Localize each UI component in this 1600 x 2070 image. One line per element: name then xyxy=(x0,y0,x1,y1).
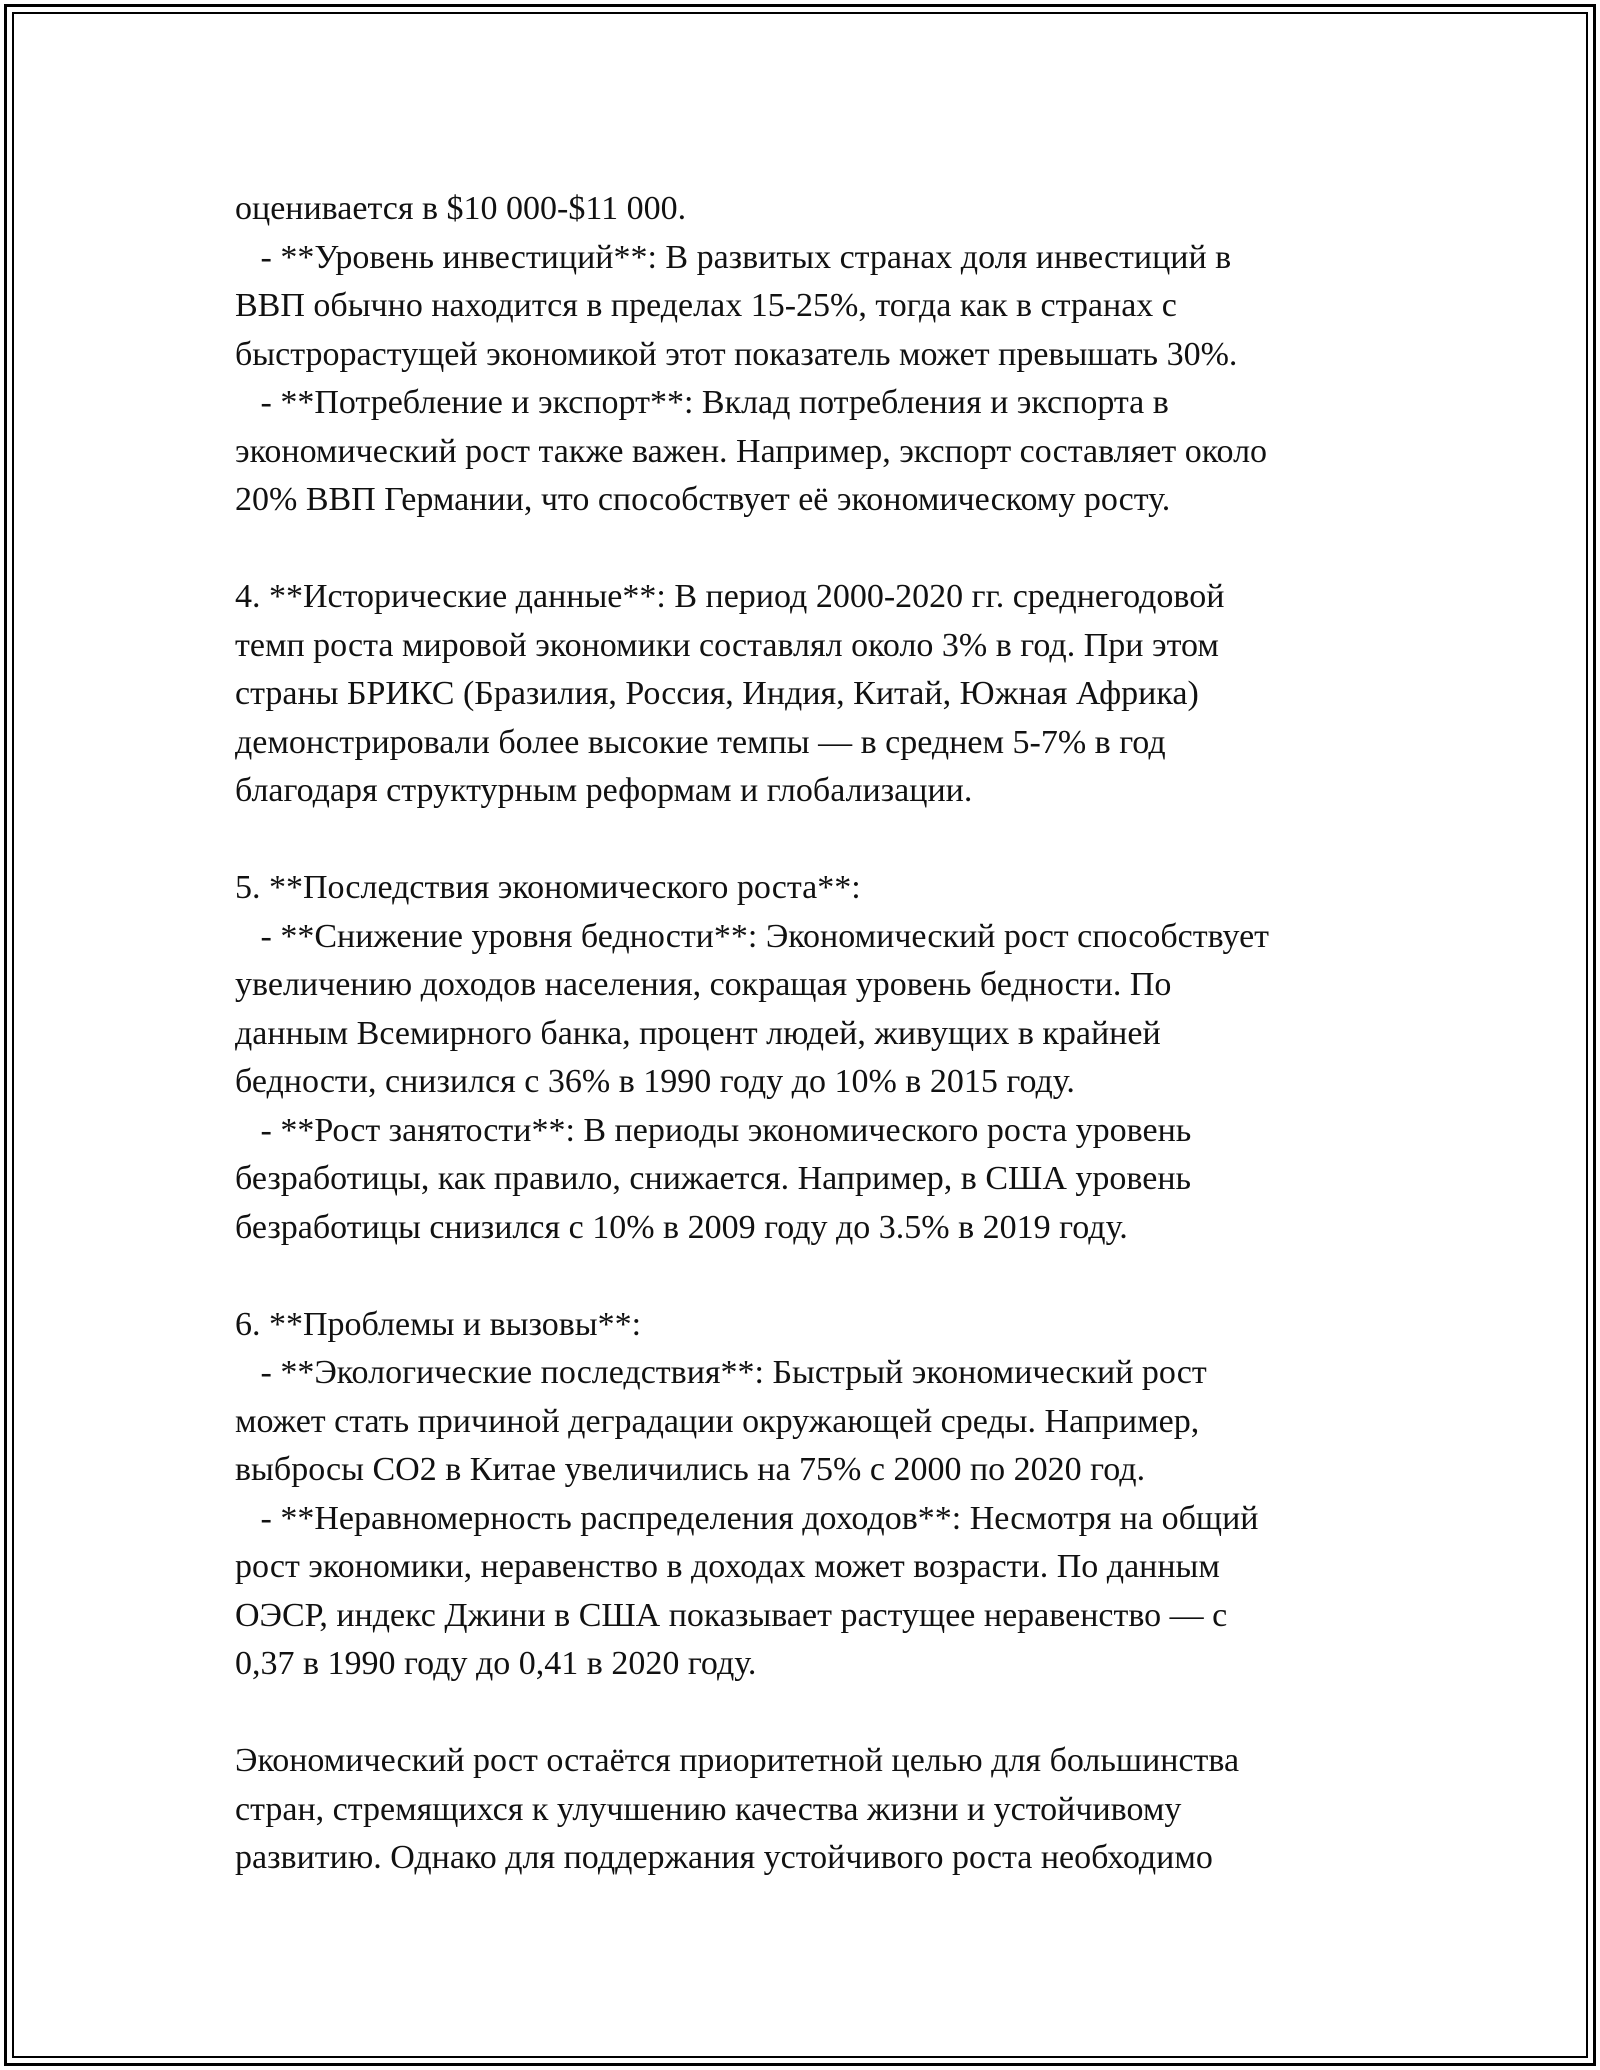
text-line: - **Неравномерность распределения доходов**: Несмотря на общий xyxy=(235,1499,1259,1537)
text-line: безработицы, как правило, снижается. Например, в США уровень xyxy=(235,1160,1192,1197)
text-line: 0,37 в 1990 году до 0,41 в 2020 году. xyxy=(235,1645,757,1682)
text-line: может стать причиной деградации окружающей среды. Например, xyxy=(235,1402,1200,1440)
text-line: данным Всемирного банка, процент людей, живущих в крайней xyxy=(235,1014,1161,1052)
paragraph-gap xyxy=(235,1252,1415,1301)
text-line: бедности, снизился с 36% в 1990 году до 10% в 2015 году. xyxy=(235,1063,1075,1100)
text-line: - **Потребление и экспорт**: Вклад потребления и экспорта в xyxy=(235,384,1169,421)
text-line: безработицы снизился с 10% в 2009 году до 3.5% в 2019 году. xyxy=(235,1208,1128,1246)
text-line: демонстрировали более высокие темпы — в среднем 5-7% в год xyxy=(235,723,1166,761)
text-line: развитию. Однако для поддержания устойчивого роста необходимо xyxy=(235,1839,1213,1876)
paragraph-gap xyxy=(235,816,1415,865)
text-line: ВВП обычно находится в пределах 15-25%, тогда как в странах с xyxy=(235,287,1177,324)
text-line: Экономический рост остаётся приоритетной целью для большинства xyxy=(235,1742,1240,1779)
text-line: темп роста мировой экономики составлял около 3% в год. При этом xyxy=(235,626,1219,664)
text-line: благодаря структурным реформам и глобализации. xyxy=(235,772,973,809)
text-line: страны БРИКС (Бразилия, Россия, Индия, Китай, Южная Африка) xyxy=(235,675,1199,712)
text-line: выбросы CO2 в Китае увеличились на 75% с 2000 по 2020 год. xyxy=(235,1451,1146,1488)
text-line: 20% ВВП Германии, что способствует её экономическому росту. xyxy=(235,481,1171,518)
text-line: 6. **Проблемы и вызовы**: xyxy=(235,1305,642,1343)
paragraph-gap xyxy=(235,1689,1415,1738)
text-line: увеличению доходов населения, сокращая уровень бедности. По xyxy=(235,966,1172,1003)
text-line: - **Уровень инвестиций**: В развитых странах доля инвестиций в xyxy=(235,238,1232,276)
document-body xyxy=(235,185,1415,1883)
text-line: - **Экологические последствия**: Быстрый экономический рост xyxy=(235,1354,1207,1391)
text-line: экономический рост также важен. Например, экспорт составляет около xyxy=(235,432,1268,470)
text-line: быстрорастущей экономикой этот показатель может превышать 30%. xyxy=(235,335,1238,373)
text-line: - **Снижение уровня бедности**: Экономический рост способствует xyxy=(235,917,1270,955)
text-line: - **Рост занятости**: В периоды экономического роста уровень xyxy=(235,1111,1192,1149)
text-line: 5. **Последствия экономического роста**: xyxy=(235,869,861,906)
text-line: рост экономики, неравенство в доходах может возрасти. По данным xyxy=(235,1548,1220,1585)
text-line: оценивается в $10 000-$11 000. xyxy=(235,190,687,227)
text-line: стран, стремящихся к улучшению качества жизни и устойчивому xyxy=(235,1790,1182,1828)
paragraph-gap xyxy=(235,525,1415,574)
text-line: 4. **Исторические данные**: В период 2000-2020 гг. среднегодовой xyxy=(235,578,1225,615)
text-line: ОЭСР, индекс Джини в США показывает растущее неравенство — с xyxy=(235,1596,1228,1634)
